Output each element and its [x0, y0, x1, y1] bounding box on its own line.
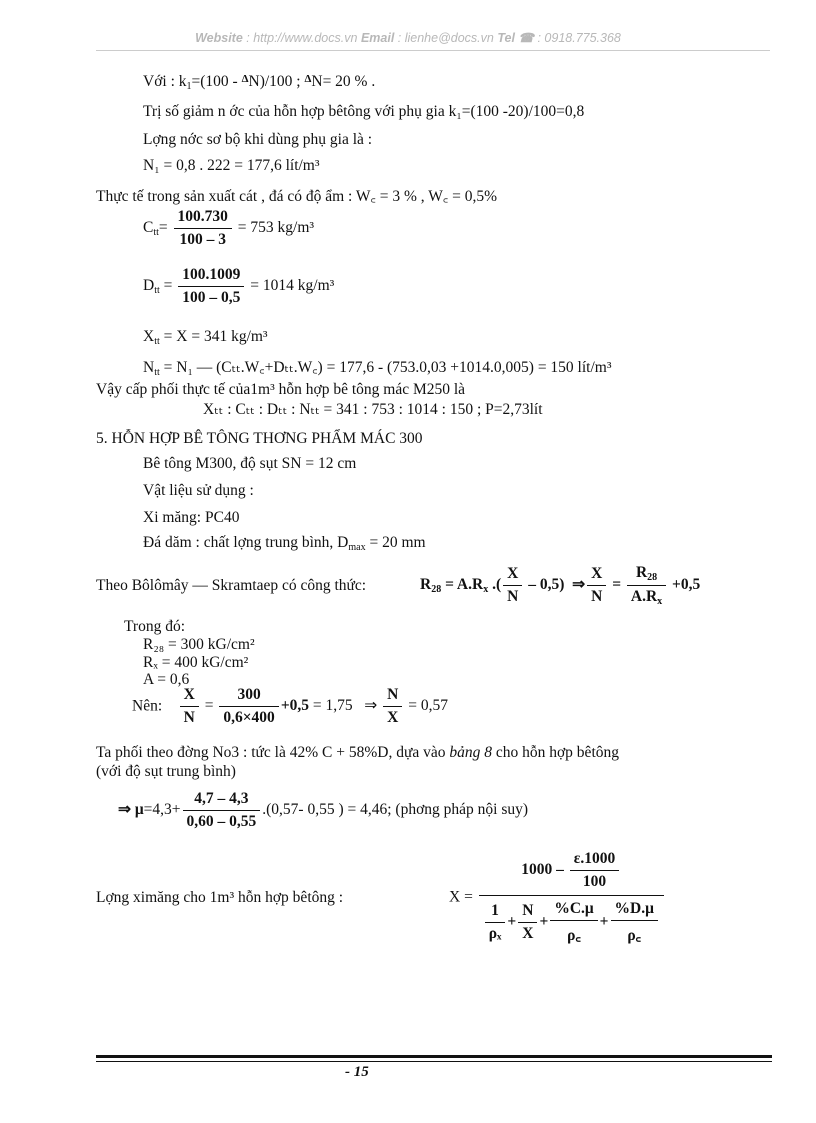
line-moisture: Thực tế trong sản xuất cát , đá có độ ẩm : W꜀ = 3 % , W꜀ = 0,5% [96, 188, 498, 205]
page-header [0, 30, 816, 45]
footer-rule-thick [96, 1055, 772, 1058]
line-cement-amount: Lợng ximăng cho 1m³ hỗn hợp bêtông : [96, 889, 344, 906]
line-where: Trong đó: [124, 618, 186, 635]
formula-dtt: $D_{tt}$ = $\frac{100.1009}{100 - 0,5}$ = 1014 kg/m³ [143, 266, 335, 306]
line-r28: R₂₈ = 300 kG/cm² [143, 636, 255, 653]
line-concrete: Bê tông M300, độ sụt SN = 12 cm [143, 455, 357, 472]
line-slump: (với độ sụt trung bình) [96, 763, 236, 780]
email-label: Email [360, 31, 395, 45]
page-number: - 15 [345, 1064, 369, 1080]
formula-bolomay: $R_{28} = A.R_x$ .( $\frac{X}{N}$ – 0,5) ⇒ $\frac{X}{N}$ = $\frac{R_{28}}{A.R_x}$ +0,5 [420, 564, 701, 607]
header-divider [96, 50, 770, 51]
line-bolomay: Theo Bôlômây — Skramtaep có công thức: [96, 577, 367, 594]
tel-value: : 0918.775.368 [537, 31, 621, 45]
website-label: Website [195, 31, 243, 45]
line-materials: Vật liệu sử dụng : [143, 482, 254, 499]
footer-rule-thin [96, 1061, 772, 1062]
formula-nen: Nên: $\frac{X}{N}$ = $\frac{300}{0,6\times 400}$ +0,5 = 1,75 ⇒ $\frac{N}{X}$ = 0,57 [132, 686, 448, 726]
website-value: : http://www.docs.vn [246, 31, 358, 45]
line-k1: Với : $k_1=(100 - ^\Delta N)/100$ ; $^\Delta$N= 20 % . [143, 73, 376, 92]
line-conclusion: Vậy cấp phối thực tế của1m³ hỗn hợp bê tông mác M250 là [96, 381, 466, 398]
line-mix: Ta phối theo đờng No3 : tức là 42% C + 58%D, dựa vào bảng 8 cho hỗn hợp bêtông [96, 744, 619, 761]
line-a: A = 0,6 [143, 671, 190, 688]
email-value: : lienhe@docs.vn [397, 31, 494, 45]
line-water: Lợng nớc sơ bộ khi dùng phụ gia là : [143, 131, 373, 148]
formula-mu: ⇒ μ=4,3+ $\frac{4,7 - 4,3}{0,60 - 0,55}$ .(0,57- 0,55 ) = 4,46; (phơng pháp nội suy) [118, 790, 529, 830]
line-n1: N₁ = 0,8 . 222 = 177,6 lít/m³ [143, 157, 320, 174]
line-ratio: Xₜₜ : Cₜₜ : Dₜₜ : Nₜₜ = 341 : 753 : 1014 : 150 ; P=2,73lít [203, 401, 543, 418]
line-stone: Đá dăm : chất lợng trung bình, $D_{max} = 20$ mm [143, 534, 426, 553]
formula-cement: X = 1000 – $\frac{\varepsilon.1000}{100}$ $\frac{1}{\text{ρₓ}}$ + $\frac{N}{X}$ + $\frac{\%C.\mu}{\rho꜀}$ + $\frac{\%D.\mu}{\rho꜀}$ [449, 850, 666, 945]
line-reduction: Trị số giảm n ớc của hỗn hợp bêtông với phụ gia k₁=(100 -20)/100=0,8 [143, 103, 585, 120]
section-5-title: 5. HỖN HỢP BÊ TÔNG THƠNG PHẨM MÁC 300 [96, 430, 423, 447]
line-ntt: $N_{tt} = N_1$ — (Cₜₜ.W꜀+Dₜₜ.W꜀) = 177,6 - (753.0,03 +1014.0,005) = 150 lít/m³ [143, 359, 612, 378]
tel-label: Tel ☎ [497, 31, 534, 45]
line-cement: Xi măng: PC40 [143, 509, 240, 526]
formula-ctt: $C_{tt}=$ $\frac{100.730}{100 - 3}$ = 753 kg/m³ [143, 208, 315, 248]
line-xtt: $X_{tt} = X = 341$ kg/m³ [143, 328, 268, 347]
line-rx: Rₓ = 400 kG/cm² [143, 654, 249, 671]
